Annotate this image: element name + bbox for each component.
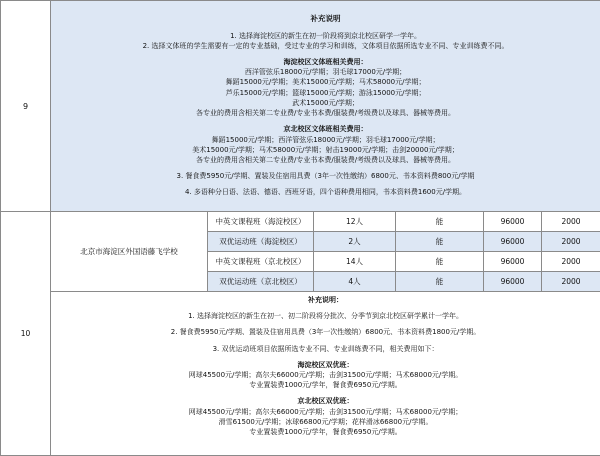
row-9-haidian-line-5: 各专业的费用含相关第二专业费/专业书本费/服装费/考级费以及球具、器械等费用。	[51, 108, 600, 118]
row-10-haidian-title: 海淀校区双优班：	[51, 360, 600, 370]
row-9-jingbei-line-2: 美术15000元/学期；马术58000元/学期；射击19000元/学期；击剑20000元/学期；	[51, 145, 600, 155]
row-9-meal-line: 3. 餐食费5950元/学期、置装及住宿用具费（3年一次性缴纳）6800元、书本资料费800元/学期	[51, 171, 600, 181]
row-10-jingbei-line-1: 网球45500元/学期；高尔夫66000元/学期；击剑31500元/学期；马术68000元/学期；	[51, 407, 600, 417]
class-name: 双优运动班（海淀校区）	[208, 232, 314, 252]
class-name: 中英文课程班（海淀校区）	[208, 212, 314, 232]
row-9-jingbei-line-1: 舞蹈15000元/学期；西洋管弦乐18000元/学期；羽毛球17000元/学期；	[51, 135, 600, 145]
class-capacity: 12人	[314, 212, 396, 232]
row-9-haidian-line-1: 西洋管弦乐18000元/学期；羽毛球17000元/学期；	[51, 67, 600, 77]
row-9-line-1: 1. 选择海淀校区的新生在初一阶段将到京北校区研学一学年。	[51, 31, 600, 41]
row-9-jingbei-line-3: 各专业的费用含相关第二专业费/专业书本费/服装费/考级费以及球具、器械等费用。	[51, 155, 600, 165]
class-book-fee: 2000	[542, 232, 600, 252]
row-10-line-1: 1. 选择海淀校区的新生在初一、初二阶段将分批次、分季节到京北校区研学累计一学年。	[51, 311, 600, 321]
class-name: 中英文课程班（京北校区）	[208, 252, 314, 272]
row-10-school-name: 北京市海淀区外国语藤飞学校	[51, 212, 208, 292]
row-9-note-title: 补充说明	[51, 14, 600, 24]
class-accept: 能	[396, 272, 484, 292]
row-10-line-3: 3. 双优运动班项目依据所选专业不同、专业训练费不同，相关费用如下：	[51, 344, 600, 354]
row-9-note	[51, 1, 600, 212]
class-capacity: 14人	[314, 252, 396, 272]
row-9-haidian-line-3: 芦乐15000元/学期；篮球15000元/学期；游泳15000元/学期；	[51, 88, 600, 98]
class-tuition: 96000	[484, 212, 542, 232]
class-accept: 能	[396, 232, 484, 252]
class-tuition: 96000	[484, 232, 542, 252]
class-capacity: 2人	[314, 232, 396, 252]
row-10-jingbei-line-3: 专业置装费1000元/学年，餐食费6950元/学期。	[51, 427, 600, 437]
class-tuition: 96000	[484, 252, 542, 272]
row-10-note	[51, 292, 600, 456]
class-book-fee: 2000	[542, 212, 600, 232]
row-10-haidian-line-1: 网球45500元/学期；高尔夫66000元/学期；击剑31500元/学期；马术68000元/学期。	[51, 370, 600, 380]
row-10-jingbei-title: 京北校区双优班：	[51, 396, 600, 406]
row-9-line-2: 2. 选择文体班的学生需要有一定的专业基础，受过专业的学习和训练，文体项目依据所选专业不同、专业训练费不同。	[51, 41, 600, 51]
class-name: 双优运动班（京北校区）	[208, 272, 314, 292]
class-accept: 能	[396, 252, 484, 272]
row-10-index: 10	[1, 212, 51, 456]
class-accept: 能	[396, 212, 484, 232]
row-9-haidian-title: 海淀校区文体班相关费用：	[51, 57, 600, 67]
row-10-haidian-line-2: 专业置装费1000元/学年，餐食费6950元/学期。	[51, 380, 600, 390]
row-10-line-2: 2. 餐食费5950元/学期、置装及住宿用具费（3年一次性缴纳）6800元、书本资料费1800元/学期。	[51, 327, 600, 337]
class-book-fee: 2000	[542, 272, 600, 292]
row-9	[1, 1, 600, 212]
row-9-language-line: 4. 多语种分日语、法语、德语、西班牙语，四个语种费用相同，书本资料费1600元/学期。	[51, 187, 600, 197]
row-9-index: 9	[1, 1, 51, 212]
class-capacity: 4人	[314, 272, 396, 292]
row-10-note-row	[1, 292, 600, 456]
row-9-haidian-line-2: 舞蹈15000元/学期；美术15000元/学期；马术58000元/学期；	[51, 77, 600, 87]
row-9-jingbei-title: 京北校区文体班相关费用：	[51, 124, 600, 134]
row-10-jingbei-line-2: 滑雪61500元/学期；冰球66800元/学期；花样滑冰66800元/学期。	[51, 417, 600, 427]
class-book-fee: 2000	[542, 252, 600, 272]
class-tuition: 96000	[484, 272, 542, 292]
row-10-class-1	[1, 212, 600, 232]
row-10-note-title: 补充说明：	[51, 295, 600, 305]
row-9-haidian-line-4: 武术15000元/学期；	[51, 98, 600, 108]
